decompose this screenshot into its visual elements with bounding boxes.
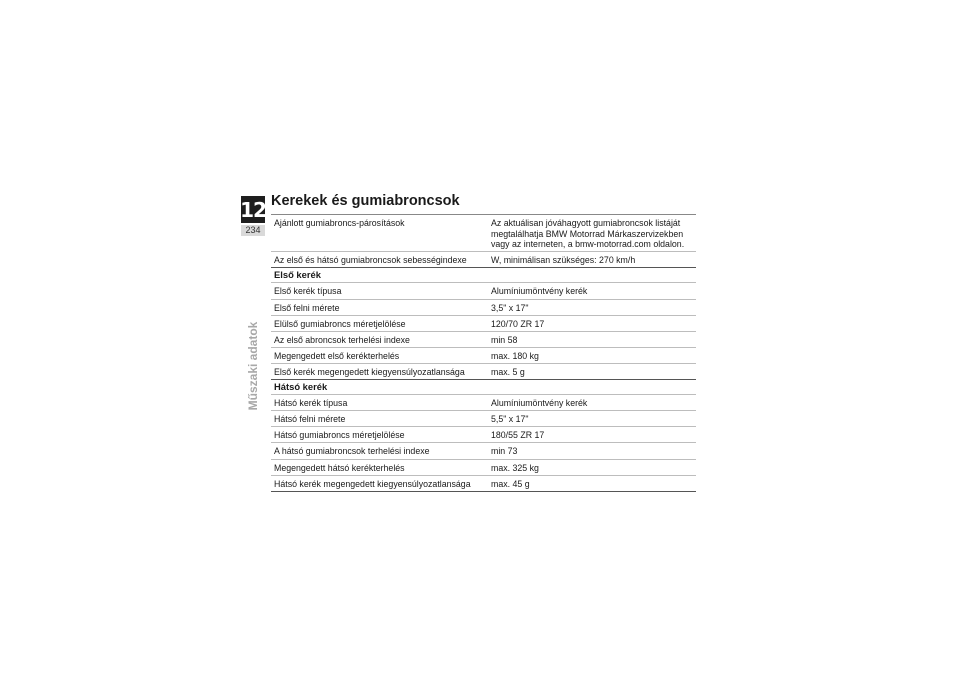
- chapter-side-label: Műszaki adatok: [246, 321, 260, 411]
- spec-value: 5,5" x 17": [488, 411, 696, 427]
- table-row: [271, 252, 696, 268]
- spec-value: Az aktuálisan jóváhagyott gumiabroncsok listáját megtalálhatja BMW Motorrad Márkaszervizekben vagy az interneten, a bmw-motorrad.com oldalon.: [488, 215, 696, 252]
- table-row: [271, 315, 696, 331]
- table-row: [271, 411, 696, 427]
- section-title: Kerekek és gumiabroncsok: [271, 193, 460, 209]
- spec-value: 120/70 ZR 17: [488, 315, 696, 331]
- spec-label: Hátsó kerék típusa: [271, 395, 488, 411]
- spec-value: max. 45 g: [488, 475, 696, 491]
- spec-value: min 73: [488, 443, 696, 459]
- front-wheel-heading: Első kerék: [271, 268, 696, 283]
- spec-value: W, minimálisan szükséges: 270 km/h: [488, 252, 696, 268]
- spec-label: Megengedett hátsó kerékterhelés: [271, 459, 488, 475]
- spec-value: max. 5 g: [488, 363, 696, 379]
- table-row: [271, 363, 696, 379]
- spec-value: max. 180 kg: [488, 347, 696, 363]
- table-row: [271, 475, 696, 491]
- spec-label: Első kerék megengedett kiegyensúlyozatlansága: [271, 363, 488, 379]
- chapter-number: 12: [240, 197, 266, 222]
- spec-label: Az első és hátsó gumiabroncsok sebességindexe: [271, 252, 488, 268]
- spec-label: Első kerék típusa: [271, 283, 488, 299]
- table-row: [271, 283, 696, 299]
- spec-label: Hátsó kerék megengedett kiegyensúlyozatlansága: [271, 475, 488, 491]
- table-row: [271, 443, 696, 459]
- spec-label: Ajánlott gumiabroncs-párosítások: [271, 215, 488, 252]
- spec-value: min 58: [488, 331, 696, 347]
- table-row: [271, 395, 696, 411]
- table-row: [271, 215, 696, 252]
- spec-label: Hátsó felni mérete: [271, 411, 488, 427]
- spec-table: [271, 215, 696, 492]
- spec-label: A hátsó gumiabroncsok terhelési indexe: [271, 443, 488, 459]
- spec-label: Megengedett első kerékterhelés: [271, 347, 488, 363]
- spec-label: Az első abroncsok terhelési indexe: [271, 331, 488, 347]
- table-row: [271, 459, 696, 475]
- rear-wheel-heading: Hátsó kerék: [271, 380, 696, 395]
- spec-label: Első felni mérete: [271, 299, 488, 315]
- spec-value: max. 325 kg: [488, 459, 696, 475]
- table-row: [271, 331, 696, 347]
- table-row: [271, 347, 696, 363]
- rear-wheel-heading-row: [271, 380, 696, 395]
- spec-value: 3,5" x 17": [488, 299, 696, 315]
- front-wheel-heading-row: [271, 268, 696, 283]
- spec-label: Elülső gumiabroncs méretjelölése: [271, 315, 488, 331]
- spec-value: 180/55 ZR 17: [488, 427, 696, 443]
- table-row: [271, 427, 696, 443]
- spec-value: Alumíniumöntvény kerék: [488, 395, 696, 411]
- spec-label: Hátsó gumiabroncs méretjelölése: [271, 427, 488, 443]
- page-number: 234: [241, 225, 265, 236]
- spec-value: Alumíniumöntvény kerék: [488, 283, 696, 299]
- table-row: [271, 299, 696, 315]
